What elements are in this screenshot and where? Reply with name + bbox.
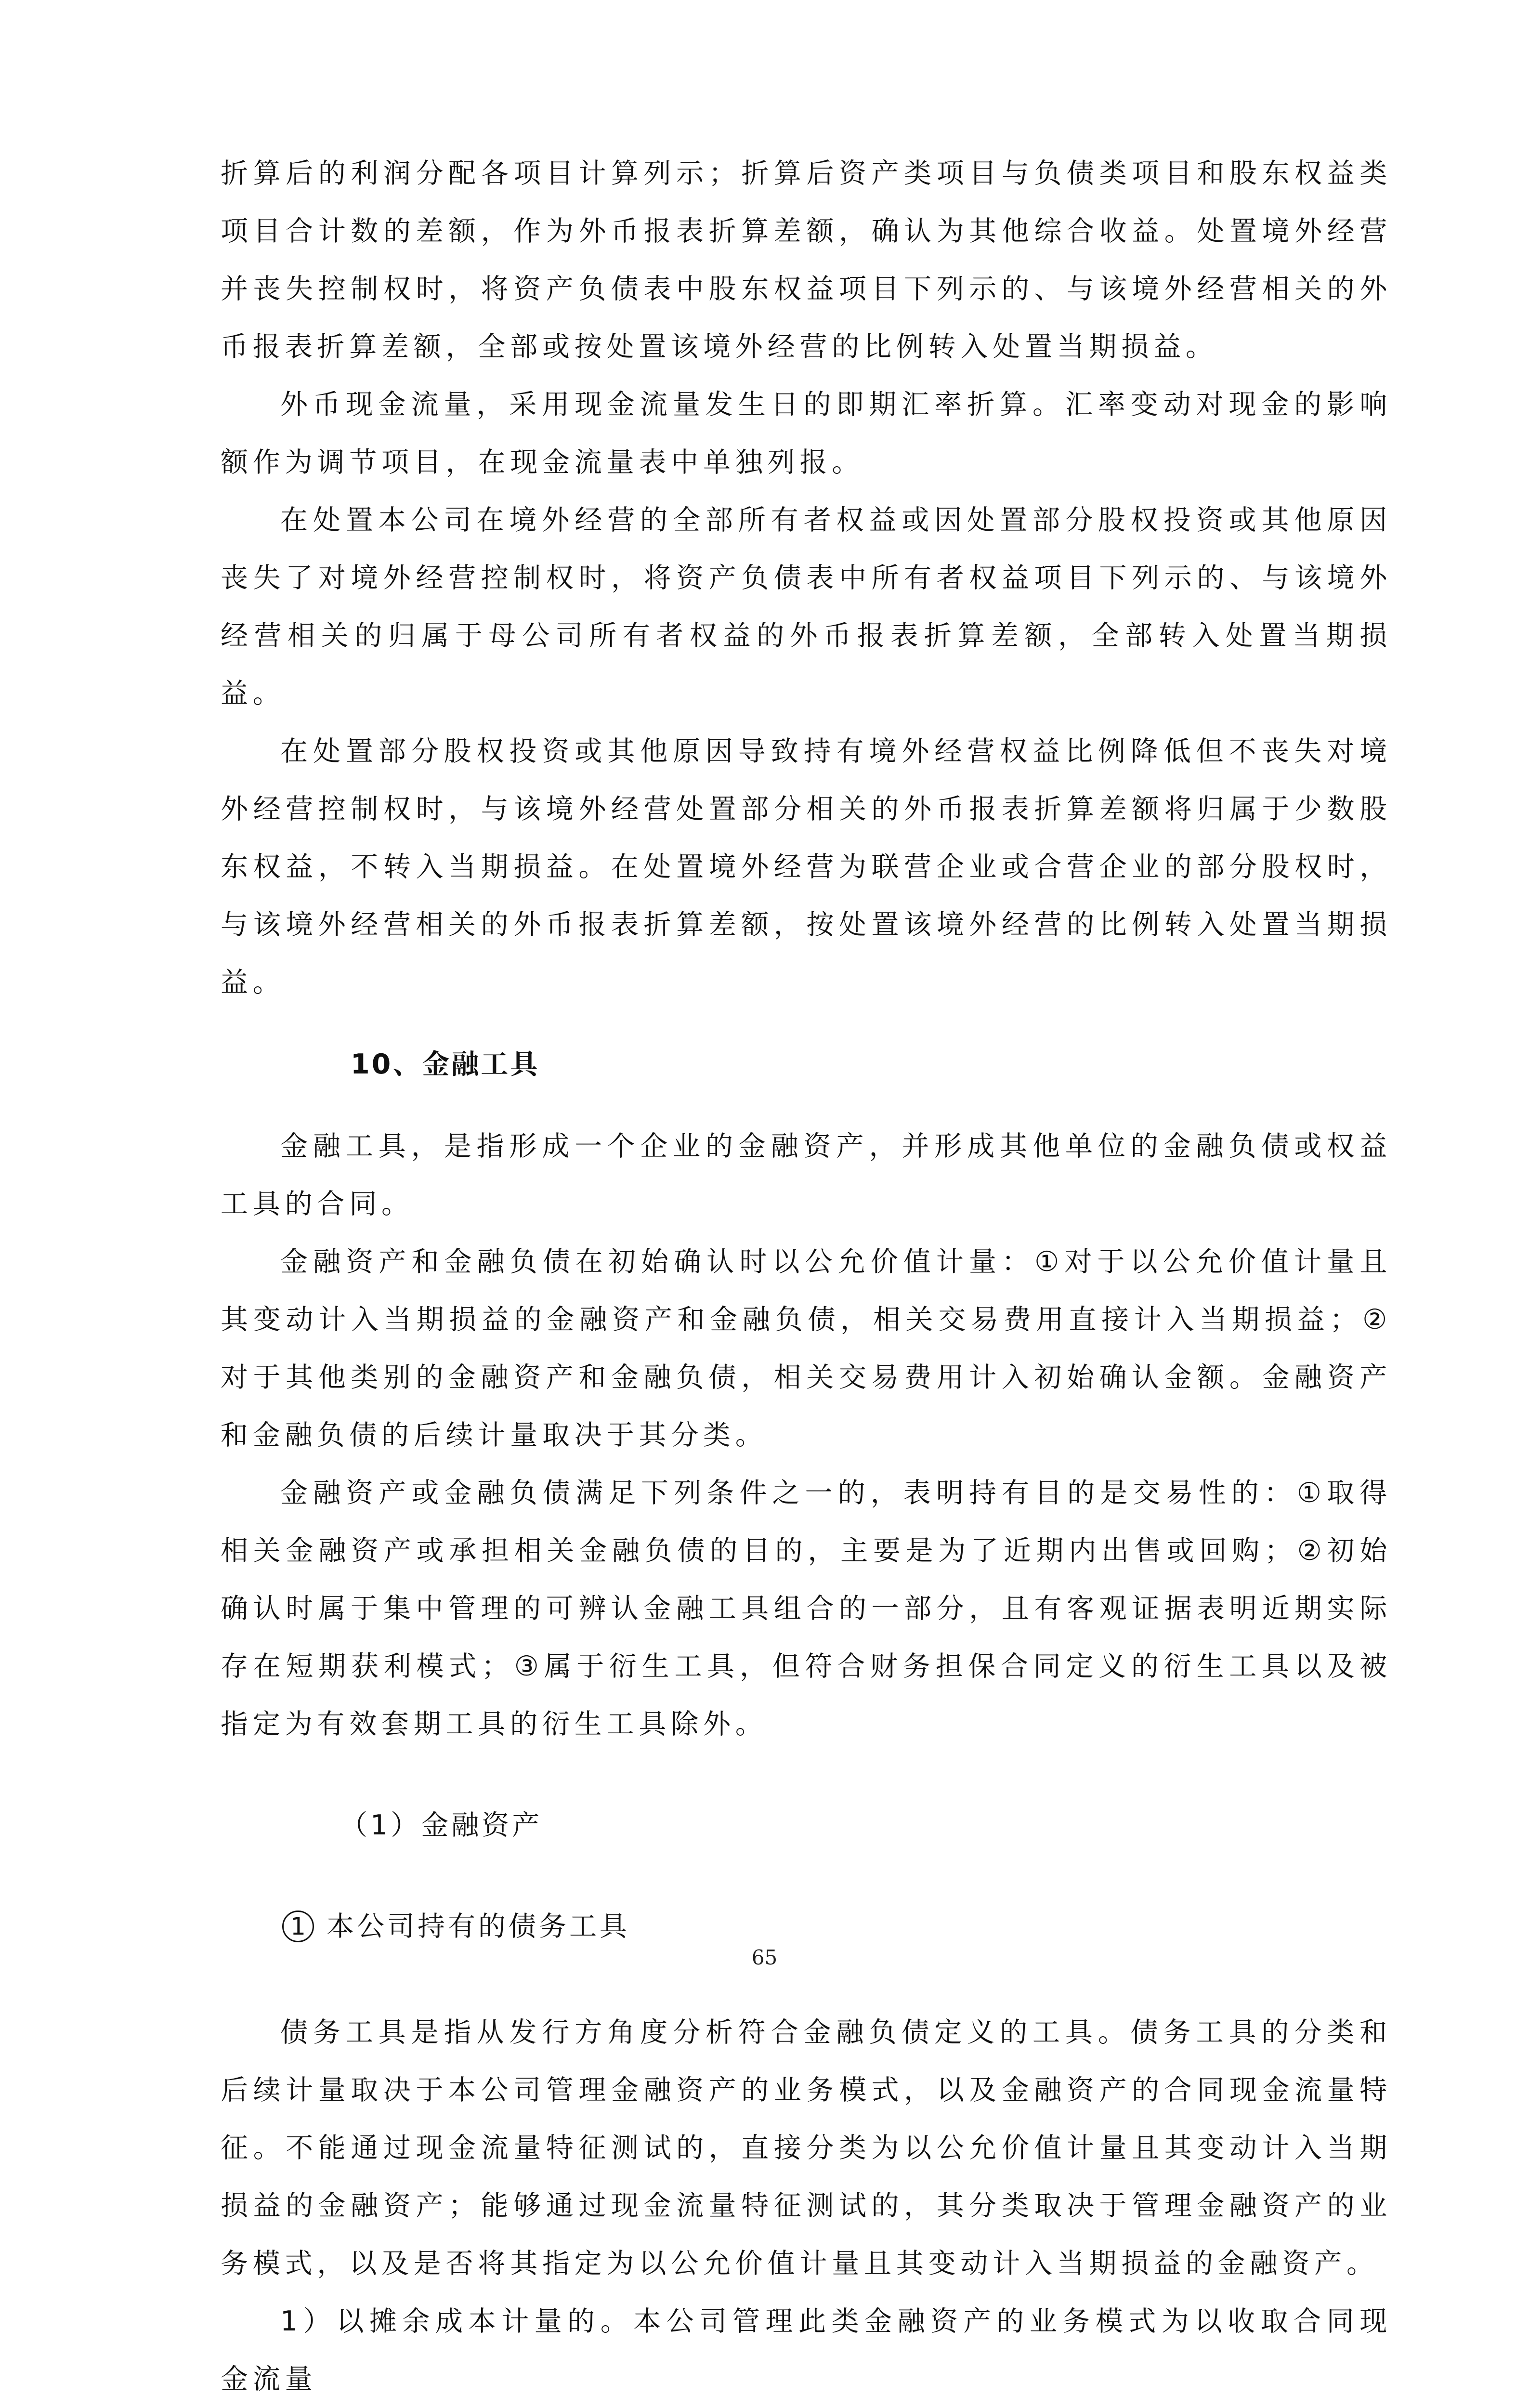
paragraph: 债务工具是指从发行方角度分析符合金融负债定义的工具。债务工具的分类和后续计量取决于本公司管理金融资产的业务模式，以及金融资产的合同现金流量特征。不能通过现金流量特征测试的，直接分类为以公允价值计量且其变动计入当期损益的金融资产；能够通过现金流量特征测试的，其分类取决于管理金融资产的业务模式，以及是否将其指定为以公允价值计量且其变动计入当期损益的金融资产。 [221,2016,1392,2279]
page-body [221,144,1392,2408]
page-number: 65 [751,1946,778,1969]
subheading-financial-assets: （1）金融资产 [340,1809,543,1841]
paragraph: 在处置本公司在境外经营的全部所有者权益或因处置部分股权投资或其他原因丧失了对境外经营控制权时，将资产负债表中所有者权益项目下列示的、与该境外经营相关的归属于母公司所有者权益的外币报表折算差额，全部转入处置当期损益。 [221,504,1392,709]
circled-item [282,1907,1392,1946]
paragraph: 金融资产或金融负债满足下列条件之一的，表明持有目的是交易性的：①取得相关金融资产或承担相关金融负债的目的，主要是为了近期内出售或回购；②初始确认时属于集中管理的可辨认金融工具组合的一部分，且有客观证据表明近期实际存在短期获利模式；③属于衍生工具，但符合财务担保合同定义的衍生工具以及被指定为有效套期工具的衍生工具除外。 [221,1477,1392,1740]
paragraphs-section [221,1117,1392,1753]
paragraph: 在处置部分股权投资或其他原因导致持有境外经营权益比例降低但不丧失对境外经营控制权时，与该境外经营处置部分相关的外币报表折算差额将归属于少数股东权益，不转入当期损益。在处置境外经营为联营企业或合营企业的部分股权时，与该境外经营相关的外币报表折算差额，按处置该境外经营的比例转入处置当期损益。 [221,735,1392,998]
paragraph: 1）以摊余成本计量的。本公司管理此类金融资产的业务模式为以收取合同现金流量 [221,2305,1392,2395]
paragraphs-before [221,144,1392,1011]
paragraphs-after [221,2003,1392,2408]
paragraph: 外币现金流量，采用现金流量发生日的即期汇率折算。汇率变动对现金的影响额作为调节项目，在现金流量表中单独列报。 [221,389,1392,478]
section-heading: 10、金融工具 [351,1048,540,1080]
circled-number: 1 [282,1911,314,1942]
paragraph: 折算后的利润分配各项目计算列示；折算后资产类项目与负债类项目和股东权益类项目合计数的差额，作为外币报表折算差额，确认为其他综合收益。处置境外经营并丧失控制权时，将资产负债表中股东权益项目下列示的、与该境外经营相关的外币报表折算差额，全部或按处置该境外经营的比例转入处置当期损益。 [221,157,1392,363]
paragraph: 金融资产和金融负债在初始确认时以公允价值计量：①对于以公允价值计量且其变动计入当期损益的金融资产和金融负债，相关交易费用直接计入当期损益；②对于其他类别的金融资产和金融负债，相关交易费用计入初始确认金额。金融资产和金融负债的后续计量取决于其分类。 [221,1246,1392,1451]
paragraph: 金融工具，是指形成一个企业的金融资产，并形成其他单位的金融负债或权益工具的合同。 [221,1130,1392,1220]
circled-item-text: 本公司持有的债务工具 [327,1911,630,1942]
